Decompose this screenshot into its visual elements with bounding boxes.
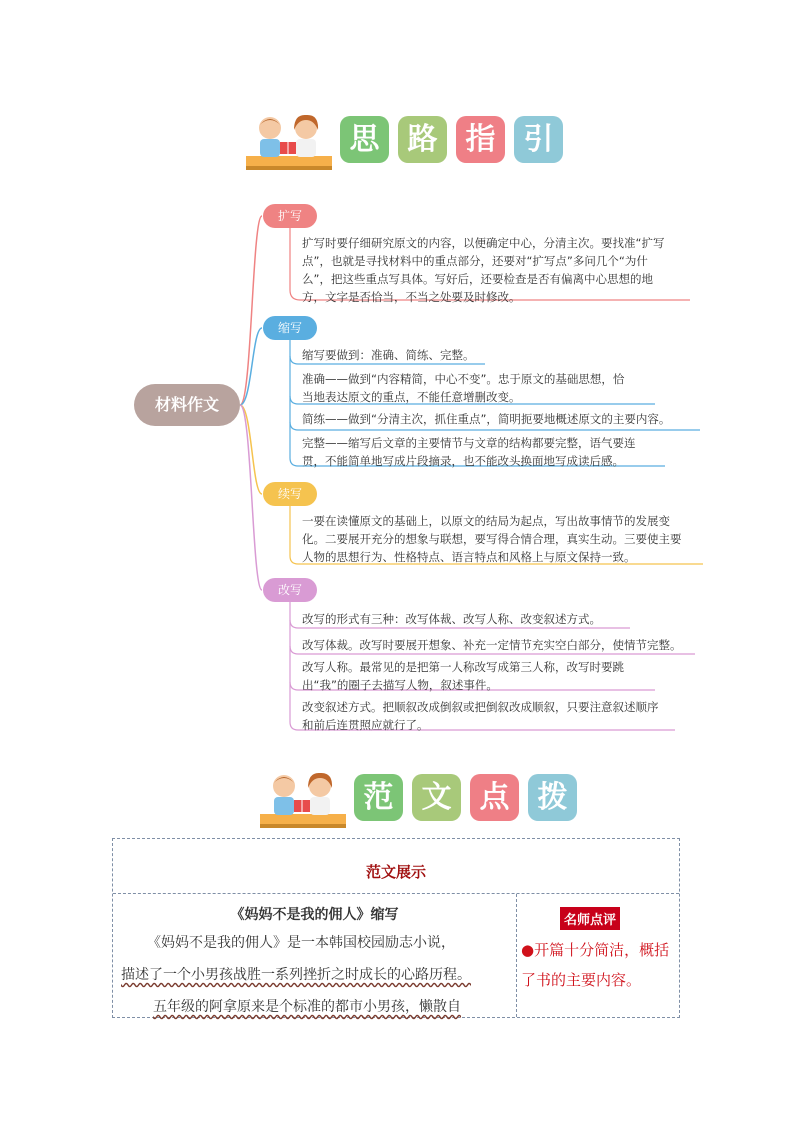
- branch-abridge-writing: 缩写: [263, 316, 317, 340]
- branch-expand-writing: 扩写: [263, 204, 317, 228]
- tile-char-1: 范: [354, 774, 403, 821]
- expand-writing-note: 扩写时要仔细研究原文的内容，以便确定中心，分清主次。要找准“扩写 点”，也就是寻找材料中的重点部分，还要对“扩写点”多问几个“为什 么”，把这些重点写具体。写好后，还要检查是否有偏离中心思想的地 方，文字是否恰当，不当之处要及时修改。: [302, 236, 665, 304]
- essay-line-2: 描述了一个小男孩战胜一系列挫折之时成长的心路历程。: [121, 967, 471, 983]
- teacher-comment-badge: 名师点评: [560, 907, 620, 930]
- tile-char-3: 点: [470, 774, 519, 821]
- essay-line-1: 《妈妈不是我的佣人》是一本韩国校园励志小说，: [147, 935, 455, 951]
- abridge-note-concise: 简练——做到“分清主次，抓住重点”，简明扼要地概述原文的主要内容。: [302, 412, 671, 426]
- tile-char-2: 路: [398, 116, 447, 163]
- rewrite-note-forms: 改写的形式有三种：改写体裁、改写人称、改变叙述方式。: [302, 612, 601, 626]
- section-header-model-essay: [258, 770, 588, 830]
- model-essay-section-title: 范文展示: [365, 863, 426, 881]
- rewrite-note-narration: 改变叙述方式。把顺叙改成倒叙或把倒叙改成顺叙，只要注意叙述顺序 和前后连贯照应就行了。: [302, 700, 659, 732]
- teacher-comment-text: ●开篇十分简洁，概括了书的主要内容。: [521, 941, 670, 989]
- mindmap-center-node: 材料作文: [134, 384, 240, 426]
- branch-rewrite: 改写: [263, 578, 317, 602]
- tile-char-2: 文: [412, 774, 461, 821]
- abridge-note-accuracy: 准确——做到“内容精简，中心不变”。忠于原文的基础思想，恰 当地表达原文的重点，不能任意增删改变。: [302, 372, 625, 404]
- kids-reading-illustration: [258, 770, 348, 830]
- tile-char-1: 思: [340, 116, 389, 163]
- model-essay-heading: 《妈妈不是我的佣人》缩写: [230, 907, 399, 923]
- tile-char-4: 拨: [528, 774, 577, 821]
- rewrite-note-person: 改写人称。最常见的是把第一人称改写成第三人称，改写时要跳 出“我”的圈子去描写人物，叙述事件。: [302, 660, 624, 692]
- branch-continue-writing: 续写: [263, 482, 317, 506]
- rewrite-note-genre: 改写体裁。改写时要展开想象、补充一定情节充实空白部分，使情节完整。: [302, 638, 682, 652]
- continue-writing-note: 一要在读懂原文的基础上，以原文的结局为起点，写出故事情节的发展变 化。二要展开充分的想象与联想，要写得合情合理，真实生动。三要使主要 人物的思想行为、性格特点、语言特点和风格上与原文保持一致。: [302, 514, 682, 564]
- tile-char-4: 引: [514, 116, 563, 163]
- model-essay-body: [113, 894, 517, 1017]
- model-essay-title-row: [113, 839, 679, 894]
- abridge-note-complete: 完整——缩写后文章的主要情节与文章的结构都要完整，语气要连 贯，不能简单地写成片段摘录，也不能改头换面地写成读后感。: [302, 436, 636, 468]
- essay-line-3: 五年级的阿拿原来是个标准的都市小男孩，懒散自: [153, 999, 461, 1015]
- tile-char-3: 指: [456, 116, 505, 163]
- model-essay-table: [112, 838, 680, 1018]
- abridge-note-requirements: 缩写要做到：准确、简练、完整。: [302, 348, 475, 362]
